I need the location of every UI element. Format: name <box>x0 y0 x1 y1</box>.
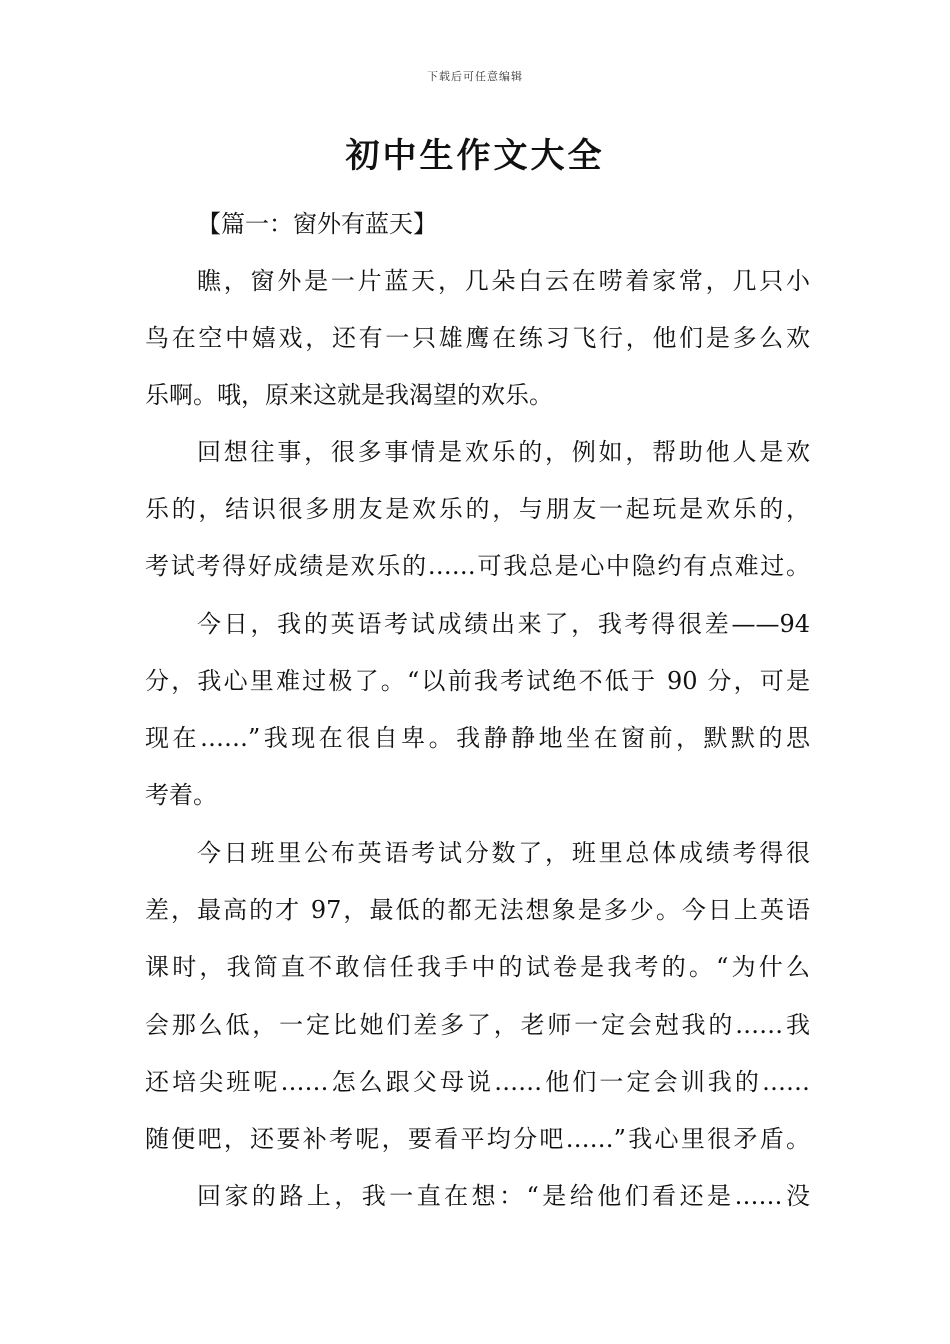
text-line: 分，我心里难过极了。“以前我考试绝不低于 90 分，可是 <box>145 667 810 695</box>
text-line: 回家的路上，我一直在想：“是给他们看还是……没 <box>197 1182 810 1210</box>
text-line: 考着。 <box>145 781 217 809</box>
text-line: 还培尖班呢……怎么跟父母说……他们一定会训我的…… <box>145 1068 810 1096</box>
page-header-note: 下载后可任意编辑 <box>427 70 523 83</box>
text-line: 现在……”我现在很自卑。我静静地坐在窗前，默默的思 <box>145 724 810 752</box>
text-line: 乐啊。哦，原来这就是我渴望的欢乐。 <box>145 381 553 409</box>
text-line: 瞧，窗外是一片蓝天，几朵白云在唠着家常，几只小 <box>197 267 810 295</box>
text-line: 课时，我简直不敢信任我手中的试卷是我考的。“为什么 <box>145 953 810 981</box>
text-line: 会那么低，一定比她们差多了，老师一定会尅我的……我 <box>145 1011 810 1039</box>
text-line: 今日，我的英语考试成绩出来了，我考得很差——94 <box>197 610 810 638</box>
text-line: 鸟在空中嬉戏，还有一只雄鹰在练习飞行，他们是多么欢 <box>145 324 810 352</box>
text-line: 随便吧，还要补考呢，要看平均分吧……”我心里很矛盾。 <box>145 1125 810 1153</box>
section-heading: 【篇一：窗外有蓝天】 <box>197 210 437 238</box>
text-line: 乐的，结识很多朋友是欢乐的，与朋友一起玩是欢乐的， <box>145 495 810 523</box>
text-line: 考试考得好成绩是欢乐的……可我总是心中隐约有点难过。 <box>145 552 810 580</box>
text-line: 回想往事，很多事情是欢乐的，例如，帮助他人是欢 <box>197 438 810 466</box>
text-line: 今日班里公布英语考试分数了，班里总体成绩考得很 <box>197 839 810 867</box>
text-line: 差，最高的才 97，最低的都无法想象是多少。今日上英语 <box>145 896 810 924</box>
document-title: 初中生作文大全 <box>345 136 605 176</box>
